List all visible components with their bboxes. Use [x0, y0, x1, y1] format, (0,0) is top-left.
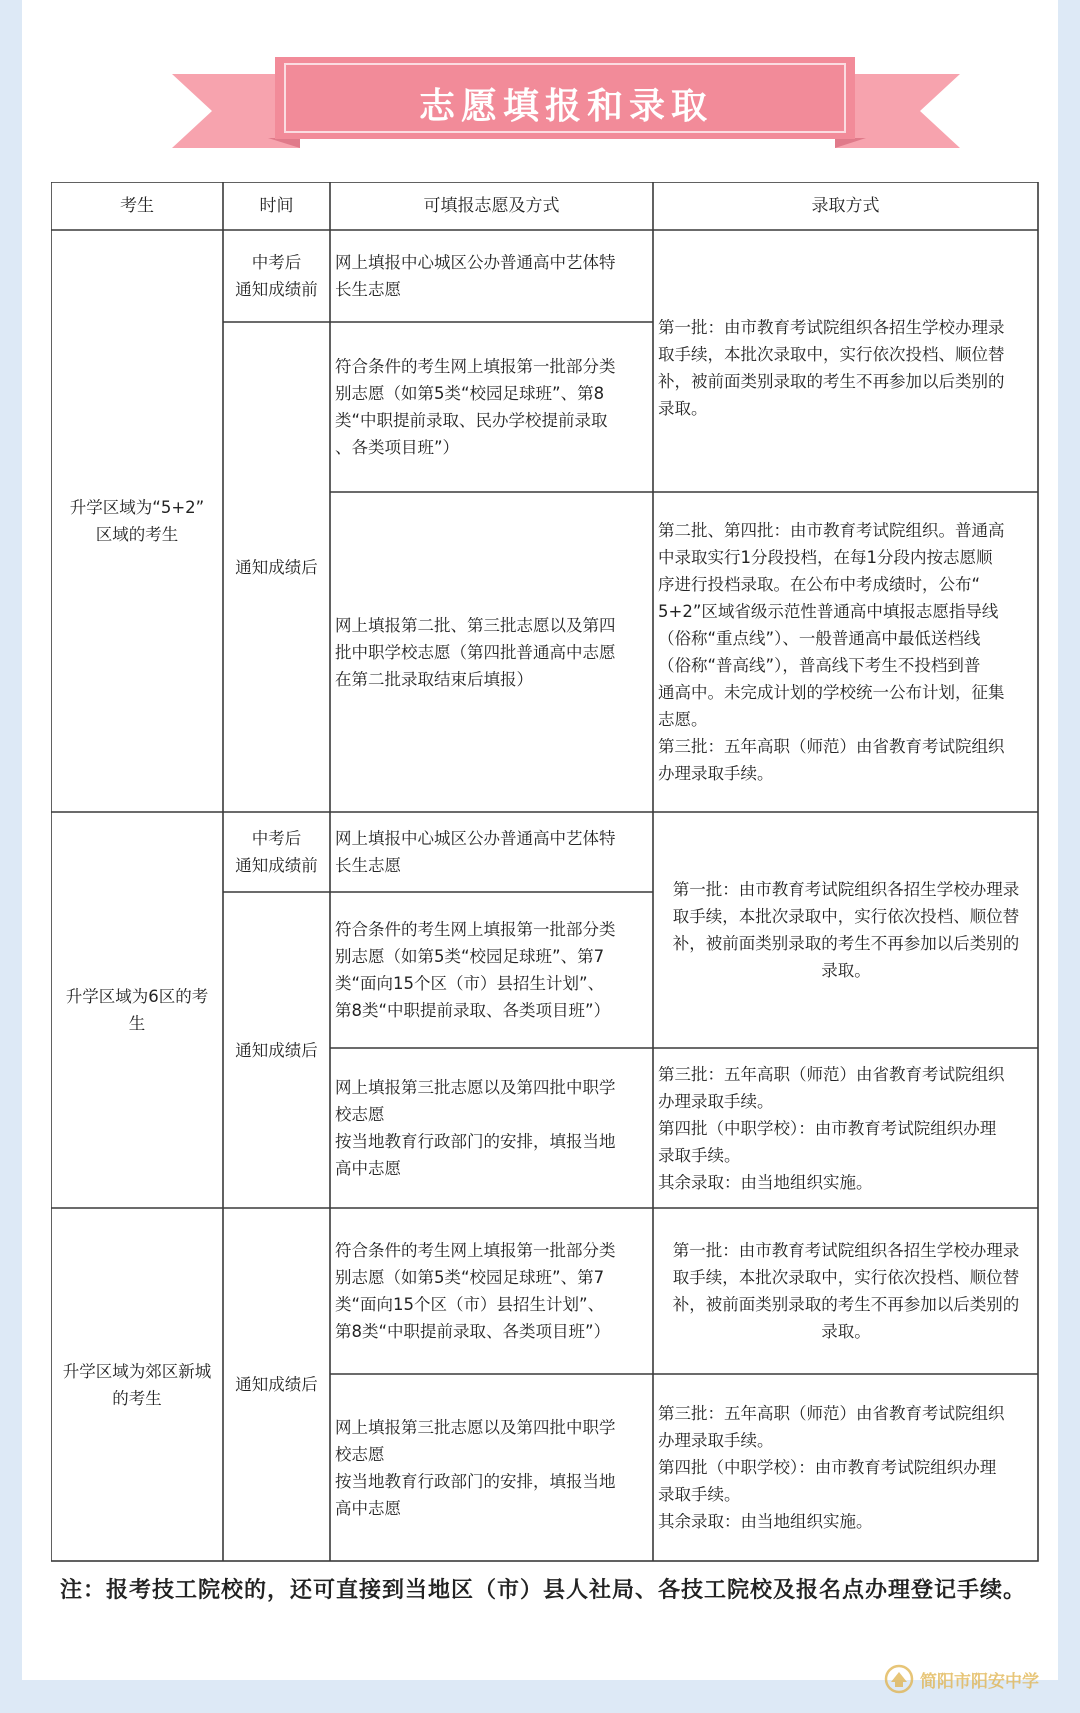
section1-student: 升学区域为“5+2” 区域的考生 — [69, 498, 205, 544]
section2-student: 升学区域为6区的考 生 — [65, 987, 209, 1033]
section1-fill-3: 网上填报第二批、第三批志愿以及第四 批中职学校志愿（第四批普通高中志愿 在第二批录取结束后填报） — [335, 615, 616, 689]
section1-admit-1: 第一批：由市教育考试院组织各招生学校办理录 取手续，本批次录取中，实行依次投档、顺位替 补，被前面类别录取的考生不再参加以后类别的 录取。 — [658, 318, 1005, 418]
section1-time-after: 通知成绩后 — [235, 557, 318, 577]
header-application: 可填报志愿及方式 — [423, 195, 560, 216]
title-banner — [0, 0, 1080, 170]
header-student: 考生 — [120, 195, 154, 216]
section2-admit-2: 第三批：五年高职（师范）由省教育考试院组织 办理录取手续。 第四批（中职学校）：由市教育考试院组织办理 录取手续。 其余录取：由当地组织实施。 — [658, 1064, 1005, 1192]
school-emblem-icon — [884, 1664, 914, 1694]
school-name: 简阳市阳安中学 — [920, 1671, 1039, 1692]
section1-fill-2: 符合条件的考生网上填报第一批部分类 别志愿（如第5类“校园足球班”、第8 类“中职提前录取、民办学校提前录取 、各类项目班”） — [335, 357, 616, 457]
header-time: 时间 — [259, 195, 294, 216]
section3-fill-3: 网上填报第三批志愿以及第四批中职学 校志愿 按当地教育行政部门的安排，填报当地 高中志愿 — [335, 1417, 616, 1518]
section1-fill-1: 网上填报中心城区公办普通高中艺体特 长生志愿 — [335, 253, 616, 299]
section3-admit-2: 第三批：五年高职（师范）由省教育考试院组织 办理录取手续。 第四批（中职学校）：由市教育考试院组织办理 录取手续。 其余录取：由当地组织实施。 — [658, 1404, 1005, 1531]
section3-student: 升学区域为郊区新城 的考生 — [62, 1361, 212, 1408]
header-admission: 录取方式 — [811, 195, 880, 216]
banner-title: 志愿填报和录取 — [418, 85, 713, 127]
section2-fill-1: 网上填报中心城区公办普通高中艺体特 长生志愿 — [335, 829, 616, 875]
section3-fill-2: 符合条件的考生网上填报第一批部分类 别志愿（如第5类“校园足球班”、第7 类“面向15个区（市）县招生计划”、 第8类“中职提前录取、各类项目班”） — [335, 1241, 616, 1341]
section1-admit-2: 第二批、第四批：由市教育考试院组织。普通高 中录取实行1分段投档，在每1分段内按志愿顺 序进行投档录取。在公布中考成绩时，公布“ 5+2”区域省级示范性普通高中填报志愿指导线 （俗称“重点线”）、一般普通高中最低送档线 （俗称“普高线”），普高线下考生不投档到普 通高中。未完成计划的学校统一公布计划，征集 志愿。 第三批：五年高职（师范）由省教育考试院组织 办理录取手续。 — [658, 521, 1005, 783]
section1-time-before: 中考后 通知成绩前 — [235, 253, 318, 299]
section2-admit-1: 第一批：由市教育考试院组织各招生学校办理录 取手续，本批次录取中，实行依次投档、顺位替 补，被前面类别录取的考生不再参加以后类别的 录取。 — [672, 880, 1020, 980]
admission-table — [51, 182, 1039, 1562]
section2-fill-3: 网上填报第三批志愿以及第四批中职学 校志愿 按当地教育行政部门的安排，填报当地 高中志愿 — [335, 1078, 616, 1178]
section2-time-after: 通知成绩后 — [235, 1040, 318, 1060]
school-watermark — [884, 1662, 1039, 1696]
section3-admit-1: 第一批：由市教育考试院组织各招生学校办理录 取手续，本批次录取中，实行依次投档、顺位替 补，被前面类别录取的考生不再参加以后类别的 录取。 — [672, 1241, 1020, 1341]
section2-fill-2: 符合条件的考生网上填报第一批部分类 别志愿（如第5类“校园足球班”、第7 类“面向15个区（市）县招生计划”、 第8类“中职提前录取、各类项目班”） — [335, 920, 616, 1020]
section3-time-after: 通知成绩后 — [235, 1375, 318, 1394]
footnote: 注：报考技工院校的，还可直接到当地区（市）县人社局、各技工院校及报名点办理登记手续。 — [60, 1578, 1027, 1603]
section2-time-before: 中考后 通知成绩前 — [235, 829, 318, 875]
